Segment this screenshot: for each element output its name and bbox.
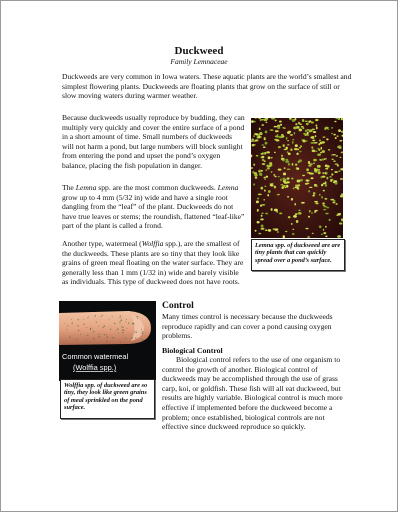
wolffia-caption-genus: Wolffia — [64, 382, 84, 389]
wolffia-caption-text: spp. of duckweed are so tiny, they look like green grains of meal sprinkled on the pond surface. — [64, 382, 148, 412]
biological-control-paragraph: Biological control refers to the use of one organism to control the growth of another. Biological control of duckweeds may be accomplished through the use of grass carp, koi, or goldfish. These fish will all eat duckweed, but results are highly variable. Biological control is much more effective if implemented before the duckweed become a problem; once established, biological controls are not effective since duckweed reproduce so quickly. — [162, 355, 343, 432]
page-subtitle: Family Lemnaceae — [170, 57, 228, 66]
lemna-caption-text: spp. of duckweed are are tiny plants that can quickly spread over a pond’s surface. — [255, 242, 341, 264]
wolffia-caption — [60, 379, 155, 419]
control-heading: Control — [162, 300, 194, 311]
intro-paragraph: Duckweeds are very common in Iowa waters. These aquatic plants are the world’s smallest and simplest flowering plants. Duckweeds are floating plants that grow on the surface of still or slow moving waters during warmer weather. — [62, 72, 352, 101]
lemna-lead: The — [62, 183, 76, 192]
lemna-genus2: Lemna — [217, 183, 239, 192]
wolffia-label-line2: (Wolffia spp.) — [73, 363, 117, 372]
watermeal-lead: Another type, watermeal ( — [62, 239, 142, 248]
lemna-caption — [251, 239, 345, 271]
wolffia-photo-drawing — [59, 301, 156, 381]
lemna-genus: Lemna — [75, 183, 97, 192]
watermeal-paragraph — [62, 239, 245, 287]
wolffia-photo — [59, 301, 156, 381]
lemna-text1: spp. are the most common duckweeds. — [96, 183, 218, 192]
lemna-photo — [251, 118, 343, 238]
control-paragraph: Many times control is necessary because the duckweeds reproduce rapidly and can cover a pond causing oxygen problems. — [162, 312, 333, 341]
biological-control-heading: Biological Control — [162, 346, 223, 355]
lemna-paragraph — [62, 183, 245, 231]
page-title: Duckweed — [174, 45, 224, 57]
wolffia-label-line1: Common watermeal — [62, 352, 129, 361]
budding-paragraph: Because duckweeds usually reproduce by budding, they can multiply very quickly and cover the entire surface of a pond in a short amount of time. Small numbers of duckweeds will not harm a pond, but large numbers will block sunlight from entering the pond and upset the pond’s oxygen balance, placing the fish population in danger. — [62, 113, 245, 170]
lemna-caption-genus: Lemna — [255, 242, 274, 249]
lemna-text2: grow up to 4 mm (5/32 in) wide and have a single root dangling from the “leaf” of the plant. Duckweeds do not have true leaves or stems; the roundish, flattened “leaf-like” part of the plant is called a frond. — [62, 192, 245, 231]
lemna-photo-drawing — [251, 118, 343, 238]
watermeal-genus: Wolffia — [141, 239, 164, 248]
watermeal-text: spp.), are the smallest of the duckweeds. These plants are so tiny that they look like grains of green meal floating on the water surface. They are generally less than 1 mm (1/32 in) wide and barely visible as individuals. This type of duckweed does not have roots. — [62, 239, 244, 287]
